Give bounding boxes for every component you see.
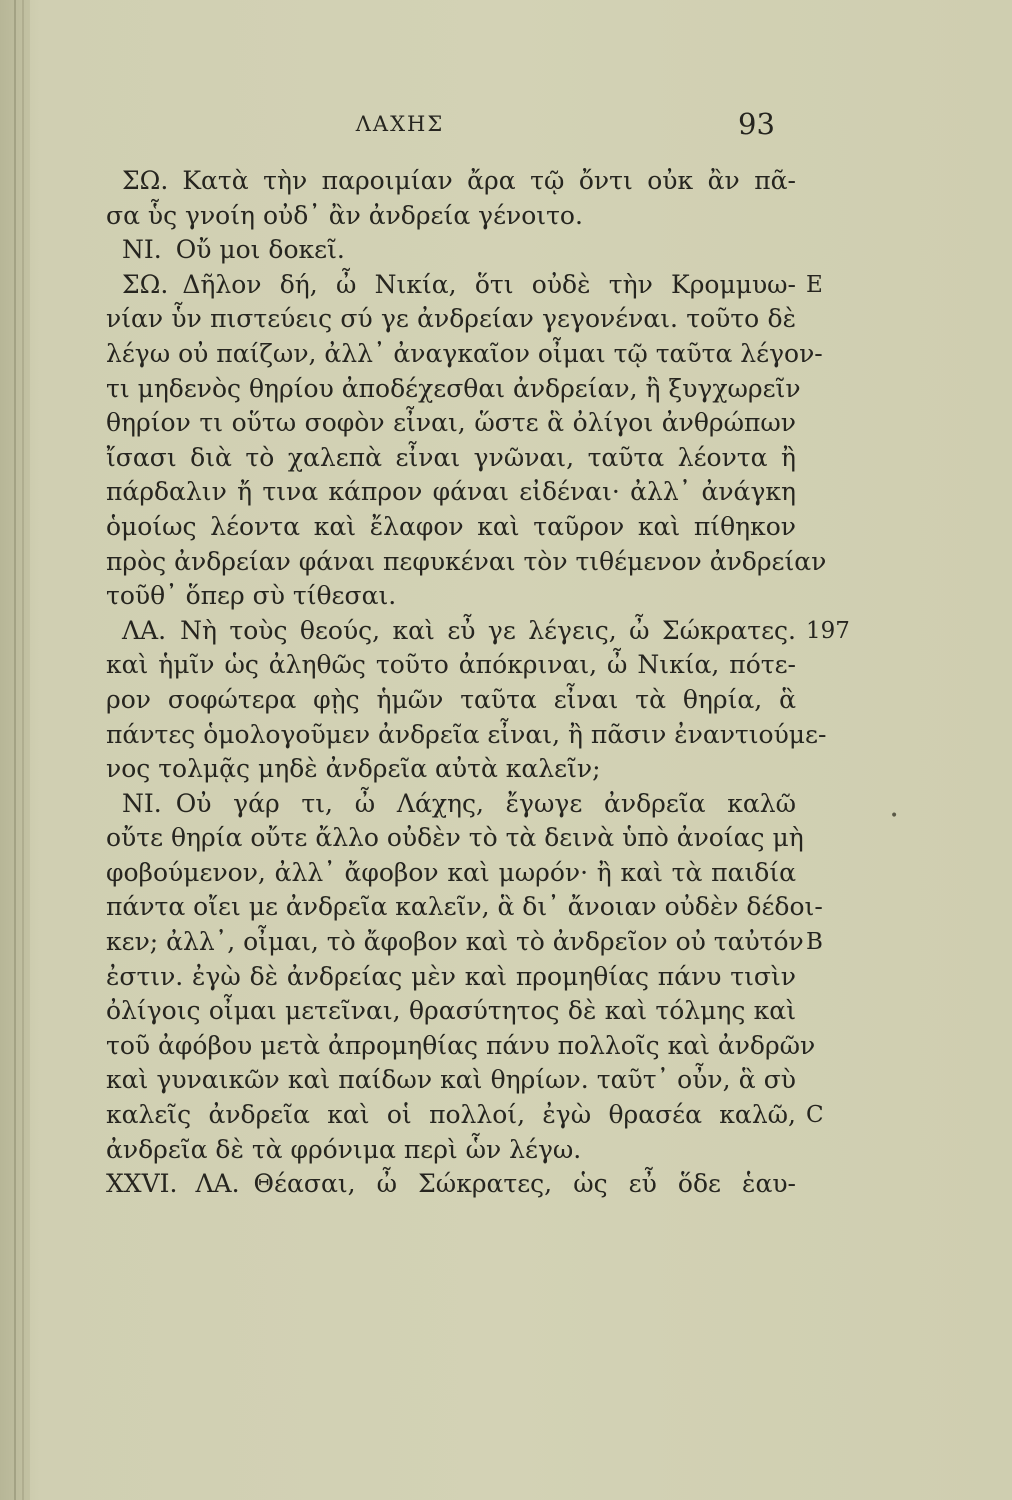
line-text: λέγω οὐ παίζων, ἀλλ᾽ ἀναγκαῖον οἶμαι τῷ ταῦτα λέγον-: [106, 338, 823, 368]
speaker-label: ΣΩ.: [122, 166, 169, 195]
margin-reference: B: [806, 929, 823, 956]
text-line: [106, 545, 827, 580]
gutter-line: [22, 0, 24, 1500]
line-text: τι μηδενὸς θηρίου ἀποδέχεσθαι ἀνδρείαν, ἢ ξυγχωρεῖν: [106, 373, 801, 403]
text-line: [106, 441, 796, 476]
text-line: [106, 1167, 796, 1202]
text-line: [106, 268, 823, 303]
text-line: [106, 372, 801, 407]
line-text: ὀλίγοις οἶμαι μετεῖναι, θρασύτητος δὲ καὶ τόλμης καὶ: [106, 996, 796, 1026]
line-text: σα ὗς γνοίη οὐδ᾽ ἂν ἀνδρεία γένοιτο.: [106, 200, 583, 230]
line-text: πάρδαλιν ἤ τινα κάπρον φάναι εἰδέναι· ἀλλ᾽ ἀνάγκη: [106, 477, 796, 507]
line-text: ἴσασι διὰ τὸ χαλεπὰ εἶναι γνῶναι, ταῦτα λέοντα ἢ: [106, 442, 796, 472]
speaker-label: ΝΙ.: [122, 788, 162, 818]
line-text: Οὔ μοι δοκεῖ.: [175, 235, 345, 265]
line-text: τοῦθ᾽ ὅπερ σὺ τίθεσαι.: [106, 581, 397, 611]
line-text: πάντες ὁμολογοῦμεν ἀνδρεῖα εἶναι, ἢ πᾶσιν ἐναντιούμε-: [106, 719, 827, 749]
line-text: φοβούμενον, ἀλλ᾽ ἄφοβον καὶ μωρόν· ἢ καὶ τὰ παιδία: [106, 857, 796, 887]
margin-reference: E: [806, 271, 823, 298]
line-text: καὶ ἡμῖν ὡς ἀληθῶς τοῦτο ἀπόκριναι, ὦ Νικία, πότε-: [106, 650, 796, 680]
margin-reference: 197: [806, 617, 850, 644]
text-line: [106, 752, 796, 787]
text-line: [106, 164, 796, 199]
line-text: κεν; ἀλλ᾽, οἶμαι, τὸ ἄφοβον καὶ τὸ ἀνδρεῖον οὐ ταὐτόν: [106, 927, 804, 957]
line-text: πάντα οἴει με ἀνδρεῖα καλεῖν, ἃ δι᾽ ἄνοιαν οὐδὲν δέδοι-: [106, 892, 823, 922]
line-text: τοῦ ἀφόβου μετὰ ἀπρομηθίας πάνυ πολλοῖς καὶ ἀνδρῶν: [106, 1030, 816, 1060]
line-text: νίαν ὗν πιστεύεις σύ γε ἀνδρείαν γεγονέναι. τοῦτο δὲ: [106, 304, 796, 334]
line-text: καλεῖς ἀνδρεῖα καὶ οἱ πολλοί, ἐγὼ θρασέα καλῶ,: [106, 1100, 796, 1130]
margin-reference: C: [806, 1102, 824, 1129]
speaker-label: ΝΙ.: [122, 235, 162, 265]
line-text: οὔτε θηρία οὔτε ἄλλο οὐδὲν τὸ τὰ δεινὰ ὑπὸ ἀνοίας μὴ: [106, 823, 804, 853]
line-text: ἐστιν. ἐγὼ δὲ ἀνδρείας μὲν καὶ προμηθίας πάνυ τισὶν: [106, 961, 796, 991]
text-line: [106, 821, 804, 856]
text-line: [106, 406, 796, 441]
speaker-label: ΛΑ.: [122, 615, 167, 645]
line-text: πρὸς ἀνδρείαν φάναι πεφυκέναι τὸν τιθέμενον ἀνδρείαν: [106, 546, 827, 576]
line-text: Νὴ τοὺς θεούς, καὶ εὖ γε λέγεις, ὦ Σώκρατες.: [180, 615, 796, 645]
text-line: [106, 1029, 816, 1064]
text-line: [106, 960, 796, 995]
text-line: [106, 648, 796, 683]
text-line: [106, 683, 796, 718]
text-line: [106, 199, 796, 234]
text-line: [106, 233, 796, 268]
greek-text-block: [106, 164, 850, 1202]
text-line: [106, 890, 823, 925]
gutter-line: [14, 0, 16, 1500]
page-number: 93: [738, 107, 775, 141]
text-line: [106, 614, 850, 649]
running-head: ΛΑΧΗΣ: [355, 112, 445, 136]
line-text: ὁμοίως λέοντα καὶ ἔλαφον καὶ ταῦρον καὶ πίθηκον: [106, 511, 796, 541]
text-line: [106, 1063, 796, 1098]
line-text: ρον σοφώτερα φῂς ἡμῶν ταῦτα εἶναι τὰ θηρία, ἃ: [106, 684, 796, 714]
line-text: Θέασαι, ὦ Σώκρατες, ὡς εὖ ὅδε ἑαυ-: [253, 1169, 796, 1199]
line-text: καὶ γυναικῶν καὶ παίδων καὶ θηρίων. ταῦτ᾽ οὖν, ἃ σὺ: [106, 1065, 796, 1095]
text-line: [106, 856, 796, 891]
text-line: [106, 302, 796, 337]
text-line: [106, 787, 796, 822]
text-line: [106, 994, 796, 1029]
text-line: [106, 579, 796, 614]
text-line: [106, 718, 827, 753]
text-line: [106, 510, 796, 545]
ink-speck: •: [890, 808, 899, 824]
line-text: ἀνδρεῖα δὲ τὰ φρόνιμα περὶ ὧν λέγω.: [106, 1134, 582, 1164]
text-line: [106, 1133, 796, 1168]
text-line: [106, 337, 823, 372]
line-text: Οὐ γάρ τι, ὦ Λάχης, ἔγωγε ἀνδρεῖα καλῶ: [175, 788, 796, 818]
line-text: θηρίον τι οὕτω σοφὸν εἶναι, ὥστε ἃ ὀλίγοι ἀνθρώπων: [106, 408, 796, 438]
speaker-label: ΣΩ.: [122, 269, 169, 299]
line-text: Δῆλον δή, ὦ Νικία, ὅτι οὐδὲ τὴν Κρομμυω-: [182, 269, 796, 299]
speaker-label: ΛΑ.: [195, 1169, 240, 1199]
text-line: [106, 475, 796, 510]
text-line: [106, 925, 823, 960]
line-text: νος τολμᾷς μηδὲ ἀνδρεῖα αὐτὰ καλεῖν;: [106, 754, 601, 784]
text-line: [106, 1098, 824, 1133]
chapter-number: XXVI.: [106, 1169, 178, 1199]
line-text: Κατὰ τὴν παροιμίαν ἄρα τῷ ὄντι οὐκ ἂν πᾶ-: [182, 166, 796, 195]
